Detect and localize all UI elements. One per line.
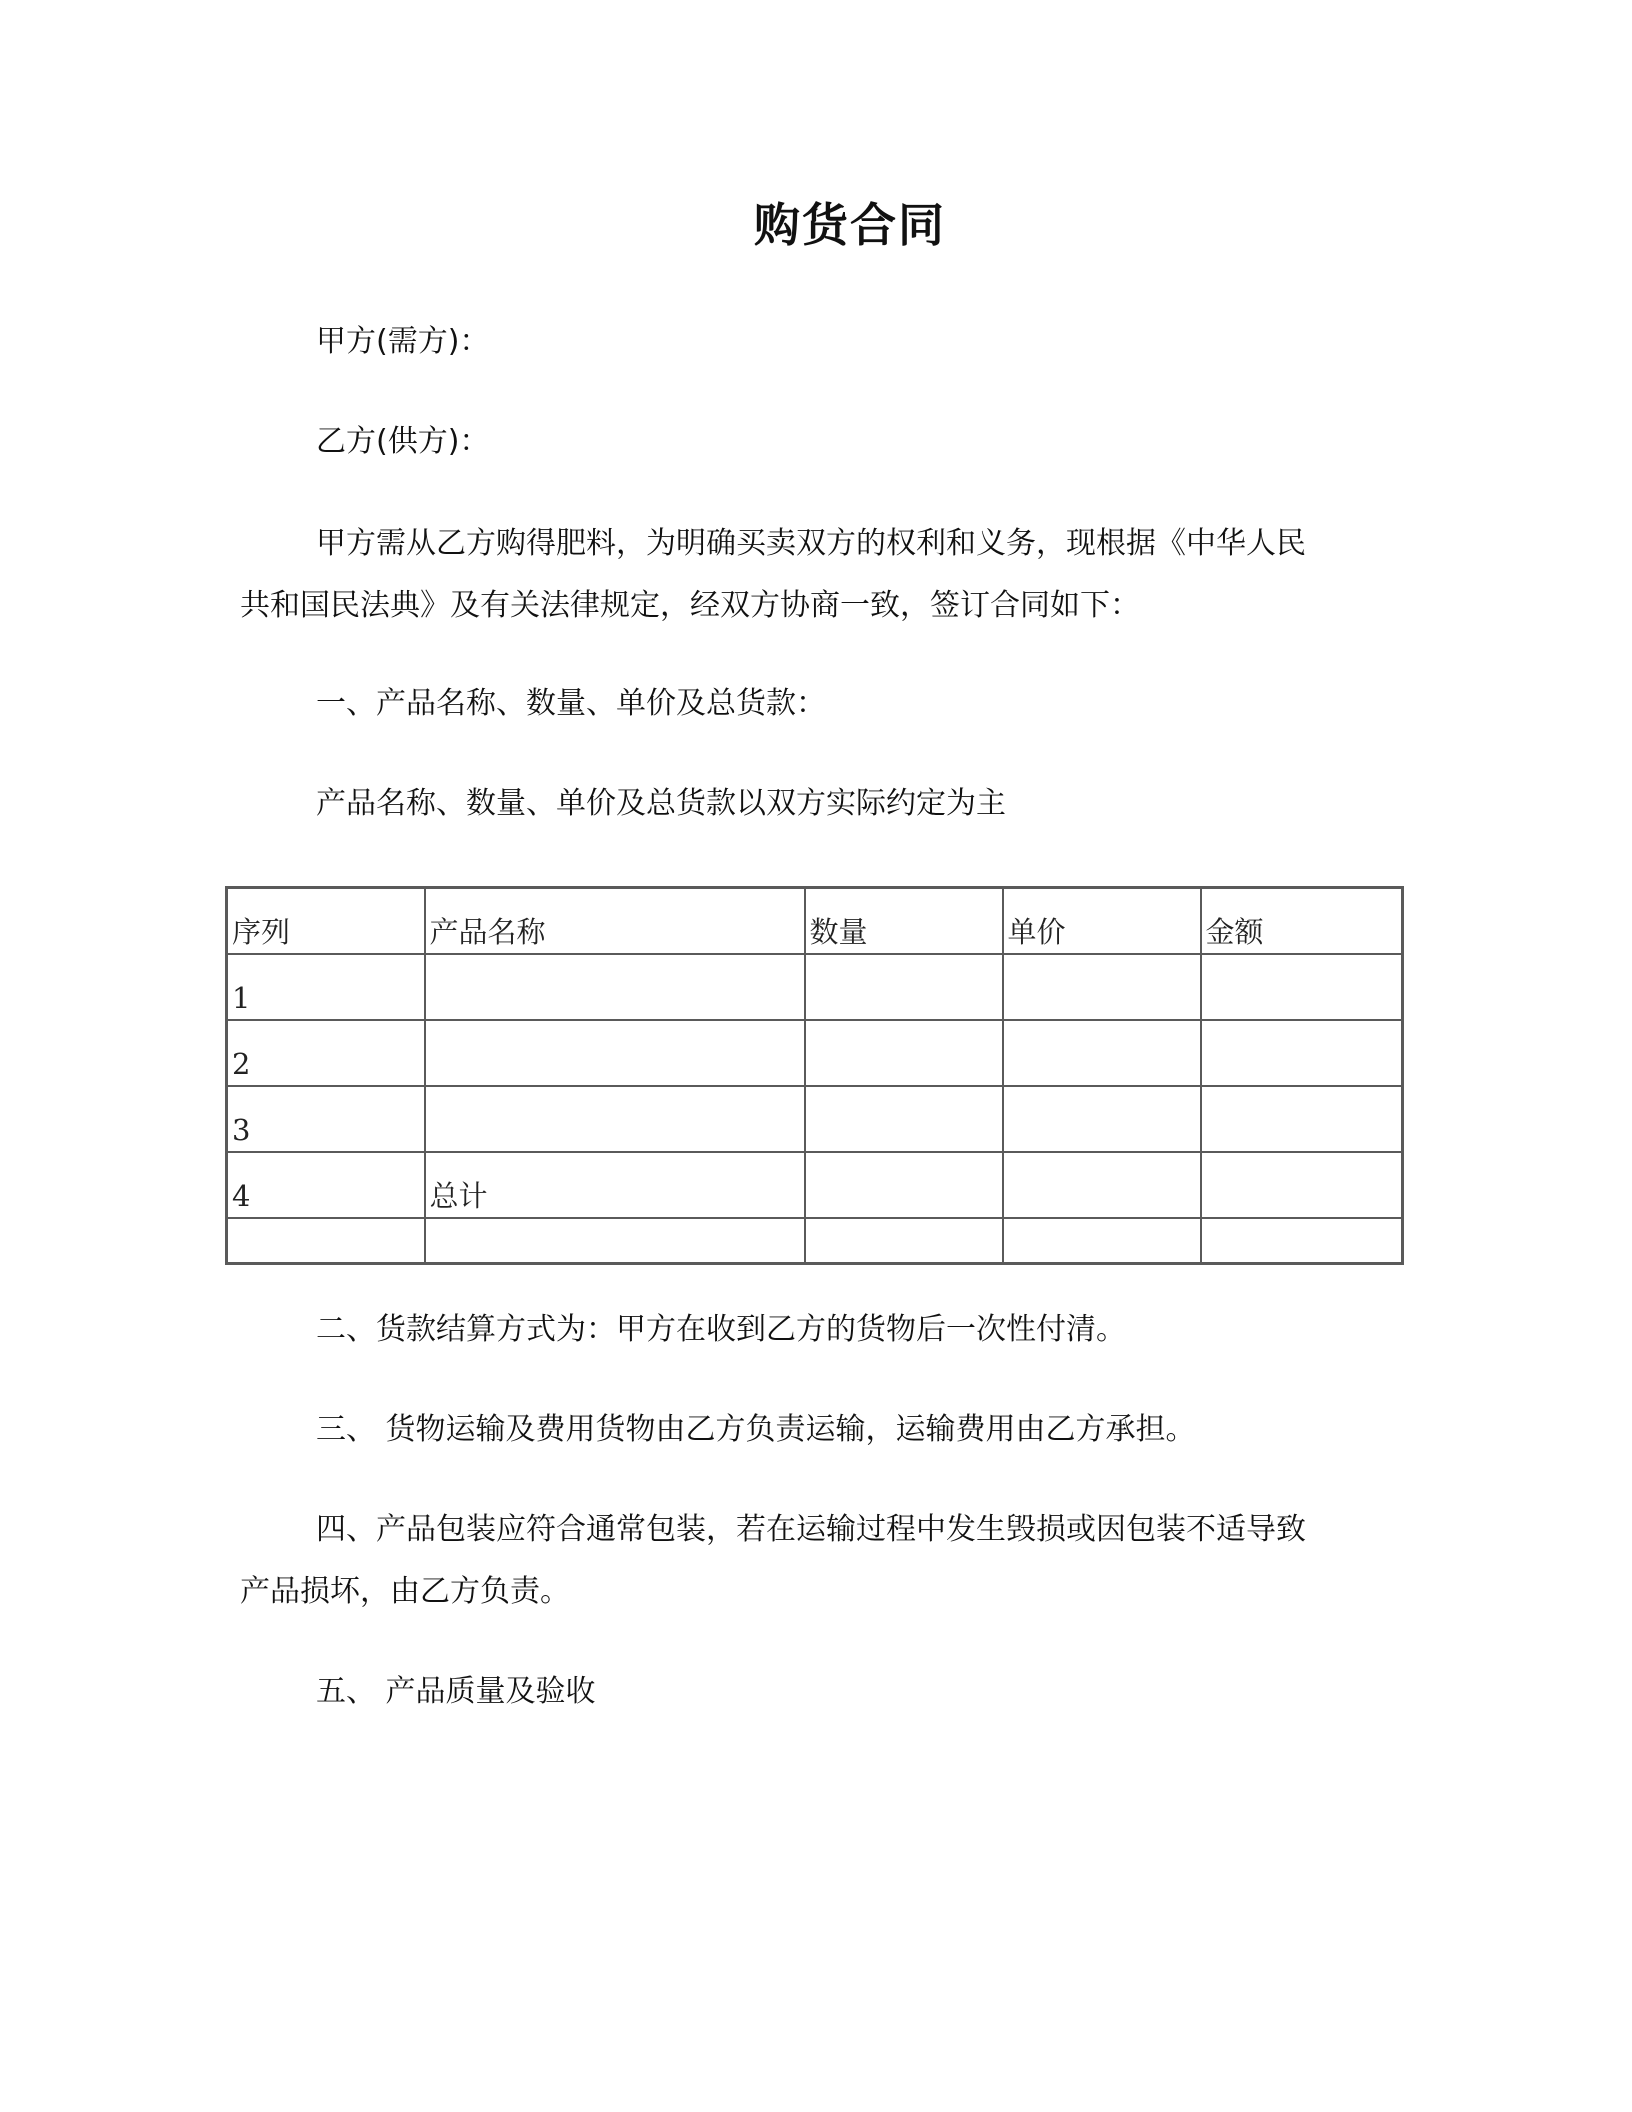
table-cell: 4 bbox=[227, 1152, 425, 1218]
section-5: 五、 产品质量及验收 bbox=[316, 1674, 596, 1709]
table-cell bbox=[1003, 1152, 1201, 1218]
header-cell-quantity: 数量 bbox=[805, 888, 1003, 954]
table-cell bbox=[1003, 1086, 1201, 1152]
header-cell-seq: 序列 bbox=[227, 888, 425, 954]
table-cell bbox=[1201, 954, 1403, 1020]
table-cell bbox=[1201, 1218, 1403, 1264]
table-cell bbox=[805, 1020, 1003, 1086]
table-cell bbox=[805, 954, 1003, 1020]
goods-table bbox=[225, 886, 1404, 1265]
table-cell: 1 bbox=[227, 954, 425, 1020]
table-row bbox=[227, 954, 1403, 1020]
section-4-line-1: 四、产品包装应符合通常包装，若在运输过程中发生毁损或因包装不适导致 bbox=[316, 1512, 1306, 1547]
table-cell bbox=[1003, 954, 1201, 1020]
table-cell bbox=[805, 1086, 1003, 1152]
table-cell bbox=[805, 1218, 1003, 1264]
table-cell bbox=[425, 1086, 805, 1152]
table-cell bbox=[425, 1218, 805, 1264]
table-cell bbox=[805, 1152, 1003, 1218]
table-cell bbox=[425, 954, 805, 1020]
table-cell bbox=[1003, 1020, 1201, 1086]
header-cell-product-name: 产品名称 bbox=[425, 888, 805, 954]
table-cell: 3 bbox=[227, 1086, 425, 1152]
section-1-note: 产品名称、数量、单价及总货款以双方实际约定为主 bbox=[316, 786, 1006, 821]
table-row bbox=[227, 1086, 1403, 1152]
table-row bbox=[227, 1152, 1403, 1218]
section-1-heading: 一、产品名称、数量、单价及总货款： bbox=[316, 686, 826, 721]
document-title: 购货合同 bbox=[754, 198, 946, 252]
table-row bbox=[227, 1020, 1403, 1086]
section-3: 三、 货物运输及费用货物由乙方负责运输，运输费用由乙方承担。 bbox=[316, 1412, 1196, 1447]
section-2: 二、货款结算方式为：甲方在收到乙方的货物后一次性付清。 bbox=[316, 1312, 1126, 1347]
party-b-line: 乙方(供方)： bbox=[316, 424, 490, 459]
intro-line-1: 甲方需从乙方购得肥料，为明确买卖双方的权利和义务，现根据《中华人民 bbox=[316, 526, 1306, 561]
intro-line-2: 共和国民法典》及有关法律规定，经双方协商一致，签订合同如下： bbox=[240, 588, 1140, 623]
header-cell-amount: 金额 bbox=[1201, 888, 1403, 954]
table-row bbox=[227, 1218, 1403, 1264]
table-cell bbox=[1003, 1218, 1201, 1264]
goods-table-container bbox=[225, 886, 1401, 1264]
table-cell: 总计 bbox=[425, 1152, 805, 1218]
table-cell bbox=[425, 1020, 805, 1086]
table-cell bbox=[1201, 1152, 1403, 1218]
table-header-row bbox=[227, 888, 1403, 954]
table-cell bbox=[1201, 1020, 1403, 1086]
section-4-line-2: 产品损坏，由乙方负责。 bbox=[240, 1574, 570, 1609]
table-cell bbox=[227, 1218, 425, 1264]
header-cell-unit-price: 单价 bbox=[1003, 888, 1201, 954]
party-a-line: 甲方(需方)： bbox=[316, 324, 490, 359]
table-cell bbox=[1201, 1086, 1403, 1152]
table-cell: 2 bbox=[227, 1020, 425, 1086]
